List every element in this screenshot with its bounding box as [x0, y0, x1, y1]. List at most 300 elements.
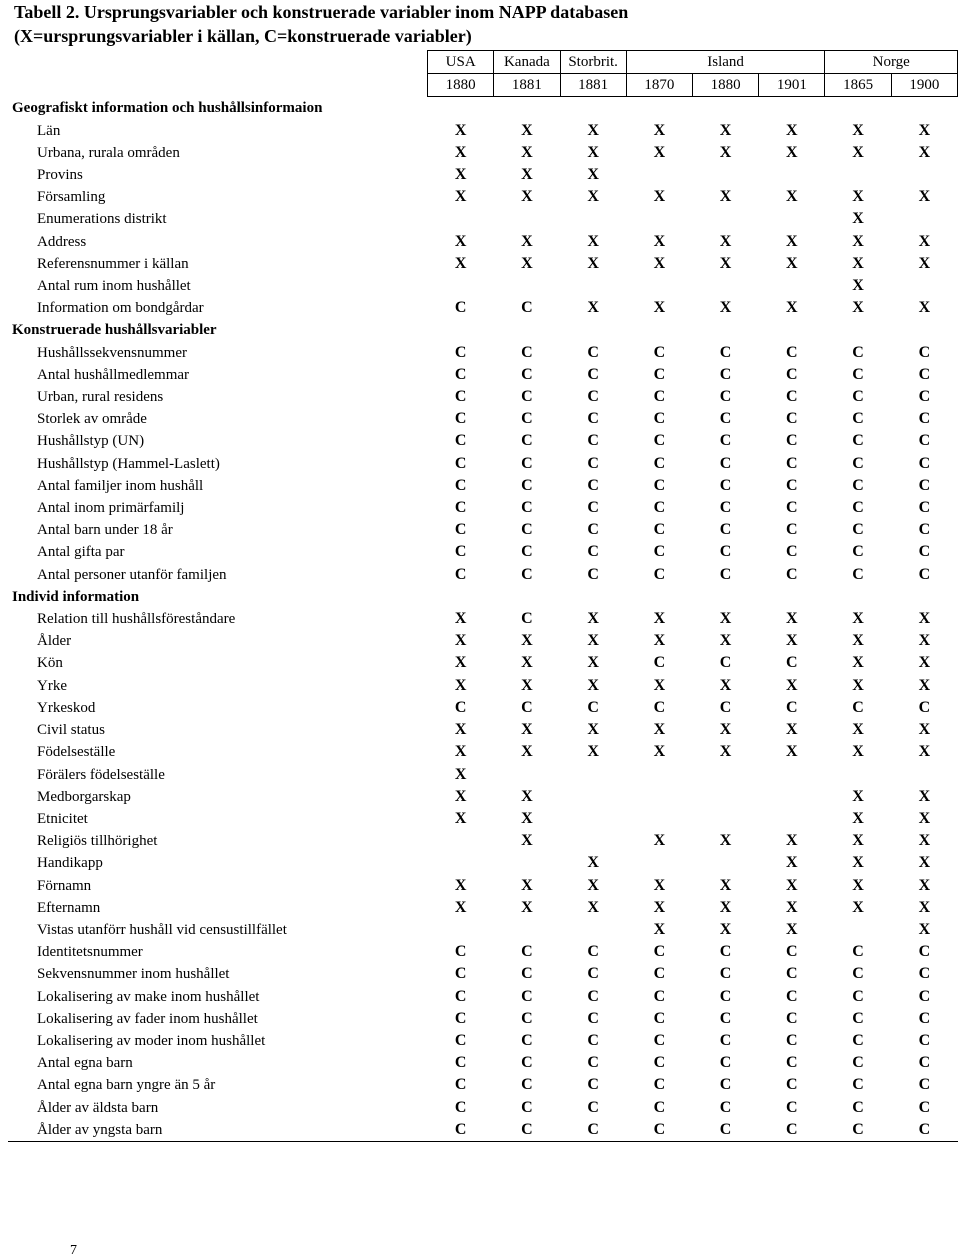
variable-value: C — [587, 698, 599, 716]
country-header: Island — [626, 51, 825, 74]
year-header: 1901 — [759, 74, 825, 97]
variable-label: Efternamn — [37, 899, 101, 916]
variable-value: X — [918, 232, 931, 250]
variable-label: Referensnummer i källan — [37, 255, 189, 272]
variable-value: C — [918, 1009, 931, 1027]
variable-value: C — [852, 1098, 864, 1116]
variable-value: X — [587, 254, 599, 272]
variable-value — [891, 208, 957, 230]
variable-value: X — [521, 632, 533, 650]
variable-value: X — [786, 632, 798, 650]
variable-value — [759, 808, 825, 830]
variable-label: Enumerations distrikt — [37, 211, 167, 228]
variable-value: C — [521, 521, 533, 539]
variable-value: X — [786, 854, 798, 872]
variable-value: C — [786, 698, 798, 716]
variable-value: X — [918, 676, 931, 694]
variable-value: C — [454, 476, 467, 494]
variable-value: C — [521, 1031, 533, 1049]
variable-value: X — [719, 143, 732, 161]
variable-label: Sekvensnummer inom hushållet — [37, 966, 230, 983]
variable-value: C — [719, 388, 732, 406]
variable-label: Antal familjer inom hushåll — [37, 477, 204, 494]
table-row — [8, 164, 958, 186]
variable-value — [428, 919, 494, 941]
table-row — [8, 1030, 958, 1052]
variable-value: X — [719, 299, 732, 317]
variable-value: C — [786, 654, 798, 672]
variable-value: X — [454, 232, 467, 250]
variable-value: X — [918, 854, 931, 872]
variable-value: X — [454, 254, 467, 272]
page-number: 7 — [70, 1243, 77, 1258]
variable-value: C — [454, 410, 467, 428]
variable-value: C — [786, 365, 798, 383]
variable-value: X — [786, 676, 798, 694]
variable-value: C — [454, 388, 467, 406]
variable-value: X — [521, 743, 533, 761]
variable-value: X — [454, 121, 467, 139]
variable-label: Antal personer utanför familjen — [37, 566, 227, 583]
variables-table — [8, 50, 958, 1142]
variable-value: C — [719, 965, 732, 983]
header-corner — [8, 51, 428, 74]
variable-value: C — [786, 521, 798, 539]
variable-value: X — [521, 676, 533, 694]
variable-value: X — [786, 876, 798, 894]
table-row — [8, 297, 958, 319]
variable-value: X — [454, 166, 467, 184]
variable-value: C — [587, 1098, 599, 1116]
table-row — [8, 764, 958, 786]
table-row — [8, 852, 958, 874]
variable-value: X — [587, 721, 599, 739]
variable-value: X — [587, 743, 599, 761]
variable-value: C — [719, 654, 732, 672]
variable-value: X — [918, 920, 931, 938]
variable-label: Ålder — [37, 633, 72, 650]
table-row — [8, 142, 958, 164]
variable-label: Storlek av område — [37, 411, 147, 428]
variable-label: Vistas utanförr hushåll vid censustillfället — [37, 921, 287, 938]
table-row — [8, 208, 958, 230]
variable-value: X — [521, 898, 533, 916]
variable-label: Kön — [37, 655, 63, 672]
variable-value: C — [626, 1119, 692, 1142]
table-row — [8, 408, 958, 430]
variable-value: C — [918, 1054, 931, 1072]
variable-value — [692, 208, 758, 230]
variable-value: X — [653, 876, 666, 894]
caption-legend: (X=ursprungsvariabler i källan, C=konstruerade variabler) — [14, 26, 472, 46]
variable-label: Civil status — [37, 722, 105, 739]
variable-label: Relation till hushållsföreståndare — [37, 611, 236, 628]
variable-value: X — [852, 210, 864, 228]
variable-label: Lokalisering av moder inom hushållet — [37, 1032, 266, 1049]
variable-value: C — [521, 943, 533, 961]
variable-value: C — [428, 1119, 494, 1142]
header-corner — [8, 74, 428, 97]
variable-value: C — [918, 388, 931, 406]
variable-value: X — [719, 920, 732, 938]
variable-value: C — [521, 698, 533, 716]
variable-label: Födelseställe — [37, 744, 116, 761]
variable-value: C — [587, 476, 599, 494]
table-row — [8, 719, 958, 741]
variable-value: C — [852, 1076, 864, 1094]
table-row — [8, 430, 958, 452]
variable-value: C — [521, 565, 533, 583]
variable-value: X — [653, 920, 666, 938]
variable-value: C — [719, 698, 732, 716]
variable-value: C — [521, 365, 533, 383]
table-row — [8, 875, 958, 897]
variable-value: C — [521, 1076, 533, 1094]
table-row — [8, 453, 958, 475]
variable-value: X — [521, 232, 533, 250]
variable-label: Antal barn under 18 år — [37, 522, 173, 539]
variable-value: X — [521, 121, 533, 139]
variable-value: C — [521, 432, 533, 450]
variable-value: C — [587, 1054, 599, 1072]
variable-value — [692, 786, 758, 808]
variable-value: C — [653, 654, 666, 672]
variable-value: X — [918, 299, 931, 317]
variable-value — [560, 764, 626, 786]
variable-value: X — [653, 743, 666, 761]
variable-value: X — [587, 121, 599, 139]
variable-value: C — [521, 388, 533, 406]
variable-value: X — [587, 143, 599, 161]
variable-value: C — [653, 454, 666, 472]
variable-value: C — [918, 476, 931, 494]
variable-value: C — [852, 365, 864, 383]
variable-value: X — [587, 854, 599, 872]
variable-value: C — [786, 1076, 798, 1094]
variable-value: X — [653, 188, 666, 206]
table-row — [8, 741, 958, 763]
variable-value: C — [587, 388, 599, 406]
variable-value: X — [918, 721, 931, 739]
variable-value: C — [891, 1119, 957, 1142]
variable-value: X — [587, 166, 599, 184]
variable-value: X — [521, 876, 533, 894]
variable-value: C — [454, 499, 467, 517]
variable-value: X — [786, 299, 798, 317]
variable-value: X — [454, 765, 467, 783]
variable-value — [692, 852, 758, 874]
variable-value: C — [786, 1031, 798, 1049]
variable-value — [692, 808, 758, 830]
table-row — [8, 519, 958, 541]
variable-value: C — [454, 343, 467, 361]
table-row — [8, 564, 958, 586]
table-row — [8, 342, 958, 364]
variable-value: X — [521, 143, 533, 161]
variable-value: C — [454, 543, 467, 561]
variable-value — [560, 808, 626, 830]
variable-value: X — [852, 721, 864, 739]
variable-label: Lokalisering av fader inom hushållet — [37, 1010, 258, 1027]
variable-label: Medborgarskap — [37, 788, 131, 805]
variable-value: X — [852, 743, 864, 761]
variable-value: C — [852, 1031, 864, 1049]
variable-value: X — [918, 787, 931, 805]
variable-value — [494, 764, 560, 786]
variable-value: X — [852, 610, 864, 628]
variable-value: C — [918, 1098, 931, 1116]
variable-value: C — [653, 965, 666, 983]
variable-value: C — [852, 1054, 864, 1072]
variable-value: X — [719, 121, 732, 139]
variable-value: C — [719, 343, 732, 361]
variable-value — [428, 830, 494, 852]
variable-value: X — [454, 787, 467, 805]
variable-value — [825, 919, 891, 941]
variable-value: X — [786, 920, 798, 938]
variable-value: C — [719, 410, 732, 428]
variable-value: C — [454, 432, 467, 450]
variable-value — [759, 208, 825, 230]
table-row — [8, 1052, 958, 1074]
variable-value — [560, 830, 626, 852]
variable-value: X — [587, 676, 599, 694]
variable-value: C — [852, 1009, 864, 1027]
variable-value — [560, 919, 626, 941]
variable-value: C — [653, 1031, 666, 1049]
variable-label: Ålder av äldsta barn — [37, 1099, 159, 1116]
variable-value: X — [454, 610, 467, 628]
variable-label: Handikapp — [37, 855, 103, 872]
variable-value: C — [852, 543, 864, 561]
variable-value: X — [918, 610, 931, 628]
variable-value: X — [719, 676, 732, 694]
variable-value: X — [653, 898, 666, 916]
variable-value: X — [653, 299, 666, 317]
variable-value: C — [918, 432, 931, 450]
variable-value: C — [918, 987, 931, 1005]
table-row — [8, 675, 958, 697]
variable-value: C — [918, 965, 931, 983]
variable-value: C — [786, 1054, 798, 1072]
variable-value: C — [852, 432, 864, 450]
table-row — [8, 186, 958, 208]
variable-label: Antal hushållmedlemmar — [37, 366, 190, 383]
variable-value: C — [521, 410, 533, 428]
variable-value — [560, 275, 626, 297]
variable-value: X — [587, 898, 599, 916]
variable-value: C — [653, 343, 666, 361]
variable-value: C — [521, 499, 533, 517]
variable-value: X — [587, 632, 599, 650]
variable-value — [692, 275, 758, 297]
variable-value: X — [852, 898, 864, 916]
variable-value: C — [521, 476, 533, 494]
variable-value: C — [719, 432, 732, 450]
variable-value: X — [653, 610, 666, 628]
variable-value: C — [454, 1031, 467, 1049]
year-header: 1881 — [560, 74, 626, 97]
variable-value: X — [852, 254, 864, 272]
variable-value: C — [719, 543, 732, 561]
table-row — [8, 986, 958, 1008]
variable-value: C — [719, 987, 732, 1005]
variable-value: X — [786, 898, 798, 916]
variable-value: X — [918, 743, 931, 761]
variable-value: X — [719, 254, 732, 272]
variable-label: Förnamn — [37, 877, 92, 894]
variable-value: C — [587, 432, 599, 450]
variable-value: X — [653, 832, 666, 850]
variable-value: C — [494, 1119, 560, 1142]
variable-value: X — [852, 854, 864, 872]
variable-value: X — [521, 832, 533, 850]
variable-value: X — [786, 832, 798, 850]
variable-value: X — [719, 898, 732, 916]
variable-value: C — [454, 365, 467, 383]
table-row — [8, 941, 958, 963]
variable-value: C — [786, 565, 798, 583]
year-header: 1900 — [891, 74, 957, 97]
variable-label: Län — [37, 122, 61, 139]
country-header: Norge — [825, 51, 958, 74]
variable-value: C — [719, 476, 732, 494]
variable-value — [494, 919, 560, 941]
variable-value: X — [521, 254, 533, 272]
variable-value: C — [918, 1031, 931, 1049]
year-header: 1880 — [692, 74, 758, 97]
variable-value — [891, 164, 957, 186]
variable-value: C — [587, 1031, 599, 1049]
variable-value: X — [918, 632, 931, 650]
variable-value: C — [521, 610, 533, 628]
table-row — [8, 120, 958, 142]
variable-value: X — [454, 809, 467, 827]
variable-value — [692, 764, 758, 786]
variable-value: C — [454, 965, 467, 983]
variable-value: C — [521, 543, 533, 561]
variable-value: C — [918, 698, 931, 716]
variable-value: X — [918, 654, 931, 672]
variable-value: X — [653, 254, 666, 272]
variable-value: C — [786, 454, 798, 472]
variable-value: C — [521, 299, 533, 317]
variable-value: C — [587, 987, 599, 1005]
variable-value: X — [918, 121, 931, 139]
variable-value: X — [852, 121, 864, 139]
table-row — [8, 919, 958, 941]
variable-value: X — [719, 876, 732, 894]
table-row — [8, 364, 958, 386]
section-row — [8, 319, 958, 341]
variable-value: C — [587, 499, 599, 517]
variable-value: X — [521, 166, 533, 184]
variable-value: X — [918, 809, 931, 827]
variable-label: Urbana, rurala områden — [37, 144, 180, 161]
variable-label: Yrke — [37, 677, 67, 694]
variable-value: X — [852, 299, 864, 317]
variable-value: C — [653, 698, 666, 716]
variable-value: X — [653, 143, 666, 161]
variable-value: X — [521, 809, 533, 827]
variable-value — [891, 764, 957, 786]
variable-value: C — [852, 965, 864, 983]
variable-label: Lokalisering av make inom hushållet — [37, 988, 260, 1005]
variable-value: C — [918, 543, 931, 561]
variable-value: C — [521, 1009, 533, 1027]
variable-value: C — [719, 454, 732, 472]
variable-value — [825, 764, 891, 786]
variable-value: C — [786, 543, 798, 561]
variable-value: C — [918, 565, 931, 583]
variable-value: X — [918, 254, 931, 272]
variable-value: C — [786, 410, 798, 428]
variable-value: C — [587, 1076, 599, 1094]
variable-value: X — [587, 654, 599, 672]
variable-value: X — [786, 232, 798, 250]
table-row — [8, 231, 958, 253]
variable-value: X — [852, 832, 864, 850]
variable-value: C — [786, 965, 798, 983]
variable-value: C — [786, 476, 798, 494]
year-header-row — [8, 74, 958, 97]
variable-value: C — [521, 343, 533, 361]
variable-value: X — [653, 121, 666, 139]
variable-value: C — [521, 987, 533, 1005]
table-row — [8, 541, 958, 563]
variable-value: C — [653, 365, 666, 383]
variable-value: X — [521, 188, 533, 206]
variable-value: X — [918, 876, 931, 894]
variable-value: C — [786, 943, 798, 961]
variable-value: C — [918, 499, 931, 517]
table-row — [8, 808, 958, 830]
variable-value — [560, 786, 626, 808]
variable-value — [626, 764, 692, 786]
table-row — [8, 275, 958, 297]
variable-value: C — [653, 543, 666, 561]
variable-value: X — [521, 654, 533, 672]
variable-value — [494, 275, 560, 297]
variable-label: Hushållstyp (UN) — [37, 433, 145, 450]
variable-value — [626, 852, 692, 874]
variable-value: X — [852, 809, 864, 827]
variable-value: C — [521, 1098, 533, 1116]
variable-value: C — [521, 1054, 533, 1072]
variable-value: X — [587, 876, 599, 894]
variable-value: C — [852, 343, 864, 361]
variable-label: Förälers födelseställe — [37, 766, 165, 783]
variable-label: Religiös tillhörighet — [37, 833, 158, 850]
variable-value: X — [719, 721, 732, 739]
country-header-row — [8, 51, 958, 74]
table-row — [8, 1119, 958, 1142]
table-row — [8, 475, 958, 497]
variable-value: C — [653, 1009, 666, 1027]
variable-value: C — [918, 410, 931, 428]
table-row — [8, 253, 958, 275]
table-row — [8, 963, 958, 985]
variable-value: X — [852, 787, 864, 805]
year-header: 1881 — [494, 74, 560, 97]
variable-value — [626, 164, 692, 186]
variable-value: C — [786, 388, 798, 406]
variable-value: X — [786, 254, 798, 272]
variable-value: C — [719, 521, 732, 539]
variable-value: X — [786, 121, 798, 139]
variable-value: C — [852, 410, 864, 428]
variable-value: C — [918, 343, 931, 361]
